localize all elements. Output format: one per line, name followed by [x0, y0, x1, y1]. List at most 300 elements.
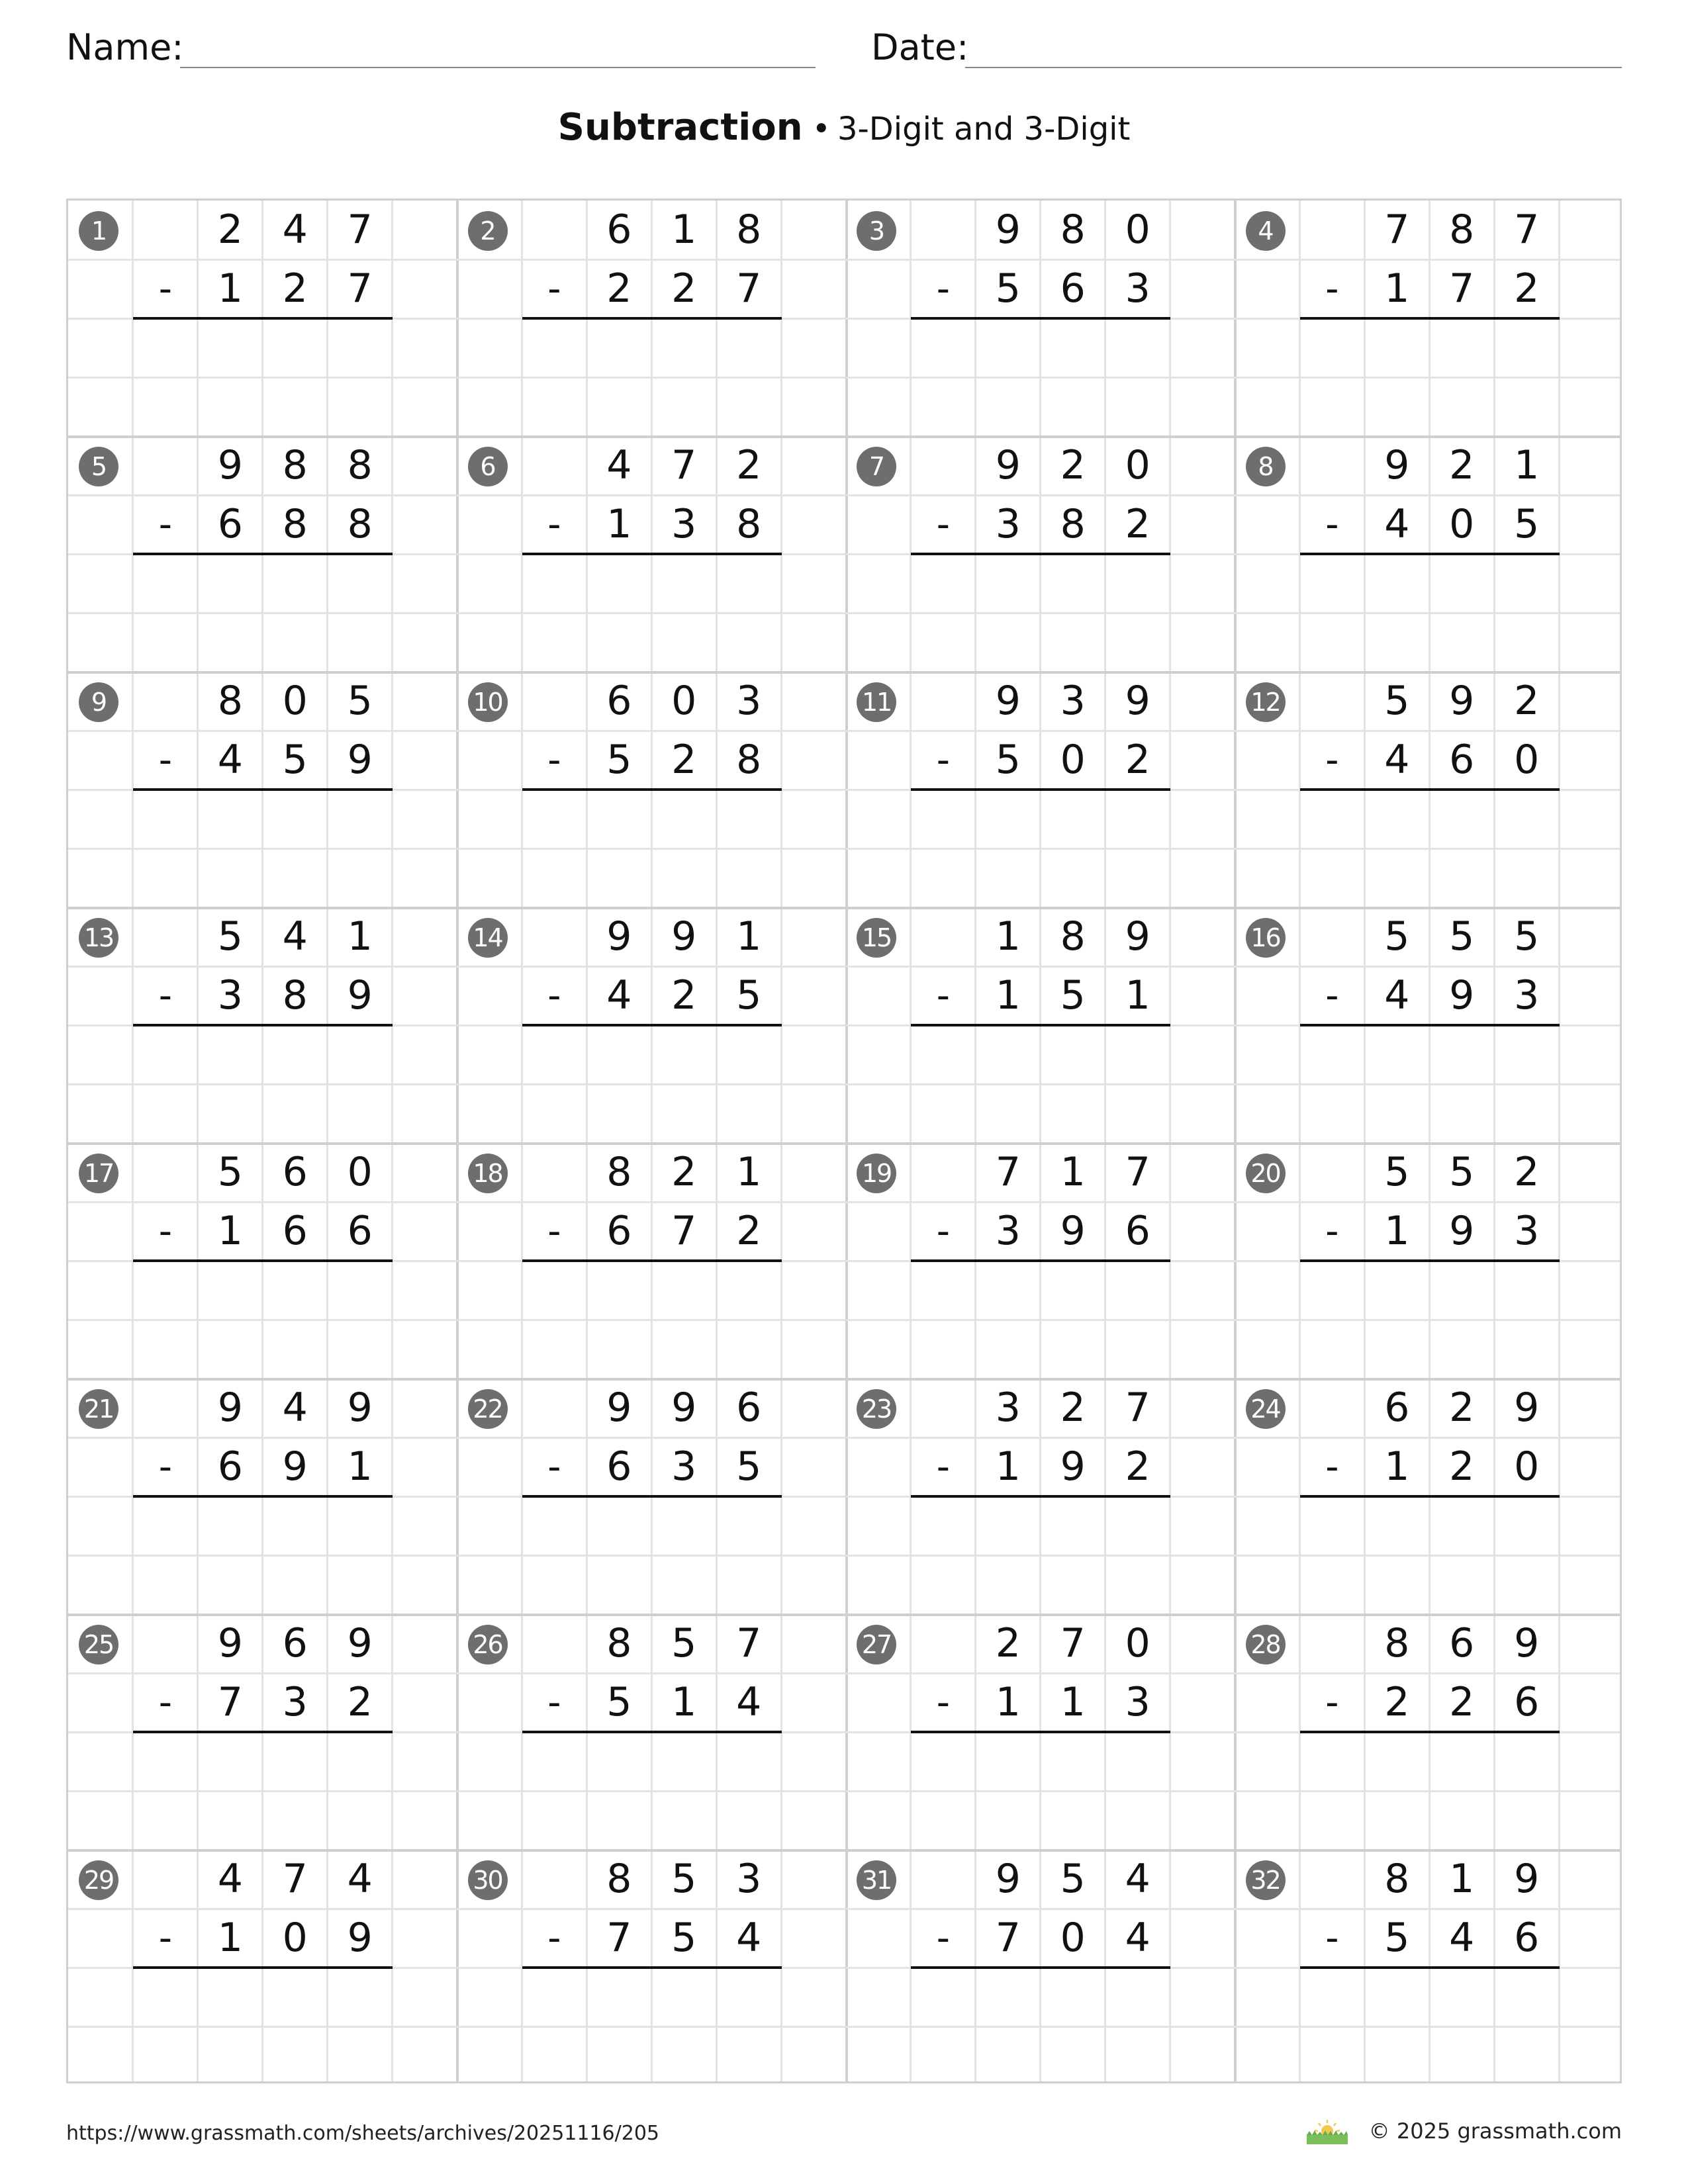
problem-25 — [68, 1614, 457, 1850]
subtrahend-digit: 3 — [217, 972, 243, 1019]
subtrahend-digit: 4 — [1384, 501, 1410, 547]
answer-area[interactable] — [1299, 1496, 1559, 1614]
minuend-digit: 4 — [606, 442, 632, 488]
problem-10 — [457, 672, 847, 907]
minuend-digit: 6 — [282, 1149, 308, 1195]
subtrahend-digit: 1 — [217, 265, 243, 312]
problem-number-badge: 29 — [79, 1860, 118, 1900]
minuend-digit: 8 — [1449, 206, 1475, 253]
subtrahend-digit: 1 — [1384, 265, 1410, 312]
answer-area[interactable] — [1299, 1025, 1559, 1143]
minuend-digit: 3 — [736, 1856, 762, 1902]
subtrahend-digit: 3 — [671, 501, 697, 547]
subtrahend-digit: 9 — [1060, 1208, 1086, 1254]
subtrahend-digit: 2 — [347, 1679, 373, 1725]
subtrahend-digit: 6 — [347, 1208, 373, 1254]
minus-sign: - — [158, 1210, 173, 1253]
minus-sign: - — [547, 739, 561, 782]
minuend-digit: 7 — [282, 1856, 308, 1902]
minuend-digit: 7 — [1384, 206, 1410, 253]
minus-sign: - — [1325, 1445, 1339, 1488]
subtrahend-digit: 7 — [1449, 265, 1475, 312]
minus-sign: - — [158, 739, 173, 782]
subtrahend-digit: 6 — [606, 1208, 632, 1254]
subtrahend-digit: 5 — [736, 1443, 762, 1490]
answer-area[interactable] — [911, 790, 1170, 907]
subtrahend-digit: 3 — [1125, 1679, 1150, 1725]
answer-area[interactable] — [522, 1968, 781, 2085]
footer-brand — [1305, 2118, 1622, 2144]
minus-sign: - — [1325, 1681, 1339, 1724]
subtrahend-digit: 6 — [217, 1443, 243, 1490]
problem-number-badge: 10 — [468, 682, 508, 722]
minus-sign: - — [936, 503, 951, 546]
minuend-digit: 8 — [606, 1856, 632, 1902]
minuend-digit: 9 — [606, 913, 632, 960]
subtrahend-digit: 2 — [1449, 1443, 1475, 1490]
minuend-digit: 9 — [1449, 678, 1475, 724]
answer-area[interactable] — [522, 318, 781, 436]
subtrahend-digit: 3 — [1125, 265, 1150, 312]
problem-number-badge: 22 — [468, 1389, 508, 1429]
problem-number-badge: 16 — [1246, 918, 1286, 958]
subtrahend-digit: 2 — [1514, 265, 1540, 312]
minus-sign: - — [158, 267, 173, 310]
minuend-digit: 8 — [217, 678, 243, 724]
minus-sign: - — [547, 503, 561, 546]
subtrahend-digit: 1 — [1060, 1679, 1086, 1725]
minuend-digit: 7 — [736, 1620, 762, 1666]
subtrahend-digit: 2 — [282, 265, 308, 312]
minus-sign: - — [1325, 1210, 1339, 1253]
subtrahend-digit: 6 — [217, 501, 243, 547]
minuend-digit: 5 — [1449, 913, 1475, 960]
subtrahend-digit: 4 — [736, 1679, 762, 1725]
subtrahend-digit: 0 — [1514, 737, 1540, 783]
answer-area[interactable] — [133, 1496, 393, 1614]
problem-2 — [457, 201, 847, 436]
minuend-digit: 7 — [1125, 1385, 1150, 1431]
answer-area[interactable] — [1299, 554, 1559, 672]
problem-23 — [846, 1379, 1235, 1614]
minuend-digit: 5 — [347, 678, 373, 724]
minuend-digit: 3 — [1060, 678, 1086, 724]
subtrahend-digit: 9 — [1060, 1443, 1086, 1490]
minuend-digit: 6 — [736, 1385, 762, 1431]
minuend-digit: 4 — [1125, 1856, 1150, 1902]
copyright-text: © 2025 grassmath.com — [1368, 2118, 1622, 2144]
subtrahend-digit: 3 — [282, 1679, 308, 1725]
subtrahend-digit: 9 — [347, 972, 373, 1019]
problem-27 — [846, 1614, 1235, 1850]
problem-16 — [1235, 907, 1624, 1143]
answer-area[interactable] — [1299, 790, 1559, 907]
subtrahend-digit: 2 — [1384, 1679, 1410, 1725]
minuend-digit: 3 — [995, 1385, 1021, 1431]
problem-22 — [457, 1379, 847, 1614]
minuend-digit: 9 — [1125, 678, 1150, 724]
subtrahend-digit: 1 — [1125, 972, 1150, 1019]
minus-sign: - — [1325, 739, 1339, 782]
subtrahend-digit: 5 — [1514, 501, 1540, 547]
answer-area[interactable] — [911, 1496, 1170, 1614]
subtrahend-digit: 7 — [736, 265, 762, 312]
minuend-digit: 1 — [736, 1149, 762, 1195]
subtrahend-digit: 4 — [736, 1915, 762, 1961]
answer-area[interactable] — [133, 554, 393, 672]
subtrahend-digit: 6 — [282, 1208, 308, 1254]
answer-area[interactable] — [133, 1732, 393, 1850]
minuend-digit: 2 — [1514, 1149, 1540, 1195]
answer-area[interactable] — [1299, 1732, 1559, 1850]
minus-sign: - — [547, 1445, 561, 1488]
minuend-digit: 4 — [282, 913, 308, 960]
minus-sign: - — [936, 739, 951, 782]
minuend-digit: 5 — [1060, 1856, 1086, 1902]
problem-number-badge: 25 — [79, 1625, 118, 1664]
problem-number-badge: 32 — [1246, 1860, 1286, 1900]
problem-number-badge: 14 — [468, 918, 508, 958]
problem-number-badge: 6 — [468, 447, 508, 486]
problem-number-badge: 17 — [79, 1154, 118, 1193]
minuend-digit: 7 — [1060, 1620, 1086, 1666]
subtrahend-digit: 9 — [282, 1443, 308, 1490]
subtrahend-digit: 6 — [606, 1443, 632, 1490]
subtrahend-digit: 4 — [1125, 1915, 1150, 1961]
answer-area[interactable] — [911, 1025, 1170, 1143]
minuend-digit: 3 — [736, 678, 762, 724]
minuend-digit: 1 — [1060, 1149, 1086, 1195]
subtrahend-digit: 9 — [347, 1915, 373, 1961]
subtrahend-digit: 1 — [995, 972, 1021, 1019]
subtrahend-digit: 3 — [1514, 972, 1540, 1019]
minuend-digit: 4 — [282, 1385, 308, 1431]
minuend-digit: 9 — [995, 442, 1021, 488]
subtrahend-digit: 3 — [995, 501, 1021, 547]
minuend-digit: 0 — [671, 678, 697, 724]
minuend-digit: 1 — [995, 913, 1021, 960]
minuend-digit: 4 — [217, 1856, 243, 1902]
minus-sign: - — [936, 267, 951, 310]
answer-area[interactable] — [911, 318, 1170, 436]
subtrahend-digit: 6 — [1514, 1679, 1540, 1725]
title-main: Subtraction — [557, 106, 803, 149]
subtrahend-digit: 6 — [1449, 737, 1475, 783]
minus-sign: - — [1325, 974, 1339, 1017]
minuend-digit: 2 — [995, 1620, 1021, 1666]
minuend-digit: 5 — [1384, 913, 1410, 960]
minus-sign: - — [158, 1445, 173, 1488]
subtrahend-digit: 0 — [1060, 737, 1086, 783]
problem-number-badge: 7 — [857, 447, 896, 486]
minuend-digit: 6 — [1449, 1620, 1475, 1666]
subtrahend-digit: 1 — [217, 1915, 243, 1961]
minuend-digit: 7 — [671, 442, 697, 488]
subtrahend-digit: 2 — [671, 737, 697, 783]
answer-area[interactable] — [522, 1732, 781, 1850]
minuend-digit: 6 — [606, 678, 632, 724]
answer-area[interactable] — [522, 1025, 781, 1143]
problem-number-badge: 21 — [79, 1389, 118, 1429]
minuend-digit: 0 — [347, 1149, 373, 1195]
problem-number-badge: 24 — [1246, 1389, 1286, 1429]
minuend-digit: 7 — [347, 206, 373, 253]
problem-number-badge: 8 — [1246, 447, 1286, 486]
problem-14 — [457, 907, 847, 1143]
answer-area[interactable] — [1299, 318, 1559, 436]
answer-area[interactable] — [522, 1261, 781, 1379]
minuend-digit: 4 — [282, 206, 308, 253]
title-bullet: • — [812, 111, 831, 148]
minus-sign: - — [158, 1681, 173, 1724]
minus-sign: - — [158, 1917, 173, 1960]
minuend-digit: 7 — [995, 1149, 1021, 1195]
problem-number-badge: 11 — [857, 682, 896, 722]
minus-sign: - — [936, 1210, 951, 1253]
answer-area[interactable] — [133, 1261, 393, 1379]
problem-number-badge: 27 — [857, 1625, 896, 1664]
minus-sign: - — [547, 1210, 561, 1253]
subtrahend-digit: 6 — [1060, 265, 1086, 312]
problem-number-badge: 15 — [857, 918, 896, 958]
minuend-digit: 0 — [1125, 442, 1150, 488]
minuend-digit: 2 — [1060, 1385, 1086, 1431]
minuend-digit: 2 — [1514, 678, 1540, 724]
minuend-digit: 9 — [671, 1385, 697, 1431]
minus-sign: - — [547, 1917, 561, 1960]
subtrahend-digit: 4 — [1449, 1915, 1475, 1961]
problem-29 — [68, 1850, 457, 2085]
subtrahend-digit: 0 — [1514, 1443, 1540, 1490]
subtrahend-digit: 1 — [606, 501, 632, 547]
minuend-digit: 9 — [1514, 1856, 1540, 1902]
minuend-digit: 8 — [606, 1149, 632, 1195]
minuend-digit: 2 — [736, 442, 762, 488]
minuend-digit: 9 — [995, 678, 1021, 724]
minuend-digit: 8 — [1060, 206, 1086, 253]
subtrahend-digit: 3 — [1514, 1208, 1540, 1254]
problem-19 — [846, 1143, 1235, 1379]
problem-3 — [846, 201, 1235, 436]
subtrahend-digit: 4 — [1384, 737, 1410, 783]
problem-number-badge: 12 — [1246, 682, 1286, 722]
problem-30 — [457, 1850, 847, 2085]
name-label: Name: — [66, 26, 184, 68]
problem-21 — [68, 1379, 457, 1614]
minuend-digit: 5 — [217, 913, 243, 960]
answer-area[interactable] — [133, 1968, 393, 2085]
minuend-digit: 8 — [347, 442, 373, 488]
subtrahend-digit: 1 — [217, 1208, 243, 1254]
footer-url: https://www.grassmath.com/sheets/archives/20251116/205 — [66, 2122, 660, 2145]
problem-number-badge: 5 — [79, 447, 118, 486]
problem-26 — [457, 1614, 847, 1850]
answer-area[interactable] — [1299, 1968, 1559, 2085]
minuend-digit: 1 — [1449, 1856, 1475, 1902]
minuend-digit: 9 — [1514, 1385, 1540, 1431]
minuend-digit: 9 — [1384, 442, 1410, 488]
answer-area[interactable] — [911, 1261, 1170, 1379]
minus-sign: - — [158, 974, 173, 1017]
subtrahend-digit: 1 — [347, 1443, 373, 1490]
problem-28 — [1235, 1614, 1624, 1850]
title-subtitle: 3-Digit and 3-Digit — [837, 111, 1131, 148]
subtrahend-digit: 7 — [671, 1208, 697, 1254]
minuend-digit: 5 — [217, 1149, 243, 1195]
subtrahend-digit: 8 — [282, 972, 308, 1019]
subtrahend-digit: 9 — [347, 737, 373, 783]
subtrahend-digit: 8 — [347, 501, 373, 547]
minuend-digit: 8 — [736, 206, 762, 253]
problem-number-badge: 30 — [468, 1860, 508, 1900]
subtrahend-digit: 1 — [1384, 1443, 1410, 1490]
problem-24 — [1235, 1379, 1624, 1614]
minus-sign: - — [1325, 267, 1339, 310]
minuend-digit: 0 — [1125, 206, 1150, 253]
minuend-digit: 6 — [1384, 1385, 1410, 1431]
problem-18 — [457, 1143, 847, 1379]
subtrahend-digit: 2 — [1125, 501, 1150, 547]
subtrahend-digit: 0 — [282, 1915, 308, 1961]
subtrahend-digit: 0 — [1060, 1915, 1086, 1961]
problem-4 — [1235, 201, 1624, 436]
answer-area[interactable] — [522, 554, 781, 672]
subtrahend-digit: 8 — [282, 501, 308, 547]
subtrahend-digit: 5 — [671, 1915, 697, 1961]
answer-area[interactable] — [911, 1968, 1170, 2085]
subtrahend-digit: 4 — [217, 737, 243, 783]
subtrahend-digit: 6 — [1125, 1208, 1150, 1254]
minuend-digit: 0 — [1125, 1620, 1150, 1666]
subtrahend-digit: 2 — [671, 265, 697, 312]
minus-sign: - — [547, 974, 561, 1017]
minuend-digit: 9 — [1125, 913, 1150, 960]
problem-7 — [846, 436, 1235, 672]
subtrahend-digit: 8 — [736, 501, 762, 547]
minuend-digit: 9 — [347, 1385, 373, 1431]
answer-area[interactable] — [133, 1025, 393, 1143]
minuend-digit: 9 — [217, 1620, 243, 1666]
problem-8 — [1235, 436, 1624, 672]
problem-number-badge: 31 — [857, 1860, 896, 1900]
subtrahend-digit: 4 — [1384, 972, 1410, 1019]
minuend-digit: 9 — [671, 913, 697, 960]
worksheet-grid — [66, 199, 1622, 2083]
problem-31 — [846, 1850, 1235, 2085]
minuend-digit: 2 — [217, 206, 243, 253]
minuend-digit: 9 — [1514, 1620, 1540, 1666]
minuend-digit: 1 — [736, 913, 762, 960]
problem-12 — [1235, 672, 1624, 907]
problem-number-badge: 9 — [79, 682, 118, 722]
problem-number-badge: 23 — [857, 1389, 896, 1429]
answer-area[interactable] — [522, 790, 781, 907]
minuend-digit: 9 — [217, 1385, 243, 1431]
problem-number-badge: 1 — [79, 211, 118, 251]
problem-number-badge: 19 — [857, 1154, 896, 1193]
problem-15 — [846, 907, 1235, 1143]
minuend-digit: 2 — [1449, 442, 1475, 488]
minus-sign: - — [936, 974, 951, 1017]
subtrahend-digit: 8 — [736, 737, 762, 783]
subtrahend-digit: 7 — [217, 1679, 243, 1725]
problem-number-badge: 2 — [468, 211, 508, 251]
answer-area[interactable] — [522, 1496, 781, 1614]
minuend-digit: 5 — [1384, 1149, 1410, 1195]
subtrahend-digit: 2 — [736, 1208, 762, 1254]
problem-11 — [846, 672, 1235, 907]
answer-area[interactable] — [911, 554, 1170, 672]
minuend-digit: 7 — [1514, 206, 1540, 253]
minuend-digit: 5 — [1514, 913, 1540, 960]
subtrahend-digit: 7 — [347, 265, 373, 312]
problem-number-badge: 20 — [1246, 1154, 1286, 1193]
page-title — [0, 106, 1688, 149]
subtrahend-digit: 3 — [995, 1208, 1021, 1254]
minuend-digit: 2 — [1449, 1385, 1475, 1431]
problem-17 — [68, 1143, 457, 1379]
minuend-digit: 2 — [1060, 442, 1086, 488]
subtrahend-digit: 0 — [1449, 501, 1475, 547]
minus-sign: - — [158, 503, 173, 546]
subtrahend-digit: 2 — [1449, 1679, 1475, 1725]
minus-sign: - — [936, 1917, 951, 1960]
minuend-digit: 8 — [1060, 913, 1086, 960]
problem-number-badge: 4 — [1246, 211, 1286, 251]
problem-32 — [1235, 1850, 1624, 2085]
subtrahend-digit: 6 — [1514, 1915, 1540, 1961]
minus-sign: - — [1325, 503, 1339, 546]
minus-sign: - — [936, 1681, 951, 1724]
subtrahend-digit: 2 — [1125, 737, 1150, 783]
answer-area[interactable] — [1299, 1261, 1559, 1379]
minus-sign: - — [547, 267, 561, 310]
subtrahend-digit: 9 — [1449, 972, 1475, 1019]
answer-area[interactable] — [133, 790, 393, 907]
name-line[interactable] — [180, 67, 816, 68]
subtrahend-digit: 7 — [995, 1915, 1021, 1961]
subtrahend-digit: 3 — [671, 1443, 697, 1490]
minuend-digit: 1 — [671, 206, 697, 253]
subtrahend-digit: 2 — [1125, 1443, 1150, 1490]
problem-number-badge: 13 — [79, 918, 118, 958]
problem-number-badge: 28 — [1246, 1625, 1286, 1664]
minuend-digit: 5 — [1384, 678, 1410, 724]
date-line[interactable] — [965, 67, 1622, 68]
subtrahend-digit: 2 — [671, 972, 697, 1019]
problem-13 — [68, 907, 457, 1143]
subtrahend-digit: 1 — [995, 1443, 1021, 1490]
subtrahend-digit: 5 — [1384, 1915, 1410, 1961]
minuend-digit: 0 — [282, 678, 308, 724]
minus-sign: - — [547, 1681, 561, 1724]
problem-number-badge: 26 — [468, 1625, 508, 1664]
problem-number-badge: 3 — [857, 211, 896, 251]
date-label: Date: — [871, 26, 969, 68]
subtrahend-digit: 5 — [995, 265, 1021, 312]
answer-area[interactable] — [133, 318, 393, 436]
problem-6 — [457, 436, 847, 672]
minuend-digit: 7 — [1125, 1149, 1150, 1195]
minus-sign: - — [1325, 1917, 1339, 1960]
problem-number-badge: 18 — [468, 1154, 508, 1193]
minuend-digit: 9 — [995, 206, 1021, 253]
answer-area[interactable] — [911, 1732, 1170, 1850]
subtrahend-digit: 8 — [1060, 501, 1086, 547]
minuend-digit: 2 — [671, 1149, 697, 1195]
minuend-digit: 9 — [995, 1856, 1021, 1902]
problem-20 — [1235, 1143, 1624, 1379]
